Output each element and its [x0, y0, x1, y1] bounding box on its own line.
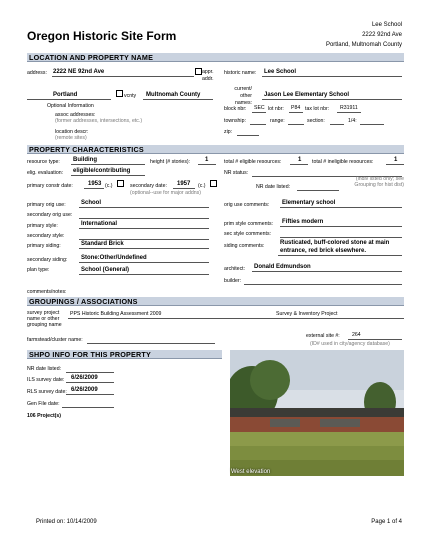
current-names-value: Jason Lee Elementary School — [264, 92, 350, 98]
architect-underline — [252, 264, 402, 272]
address-underline — [52, 69, 194, 77]
constr-circa-checkbox[interactable] — [117, 180, 124, 187]
location-descr-hint: (remote sites) — [55, 135, 87, 141]
primary-siding-underline — [79, 241, 209, 249]
range-label: range: — [270, 118, 285, 124]
rls-underline — [66, 387, 114, 395]
approx-address-checkbox[interactable] — [195, 68, 202, 75]
secondary-siding-label: secondary siding: — [27, 257, 68, 263]
secondary-date-label: secondary date: — [130, 183, 167, 189]
lot-value: P84 — [291, 105, 301, 111]
section-shpo: SHPO INFO FOR THIS PROPERTY — [27, 350, 222, 359]
address-label: address: — [27, 70, 47, 76]
orig-use-underline — [79, 200, 209, 208]
gen-file-label: Gen File date: — [27, 401, 60, 407]
secondary-circa-checkbox[interactable] — [210, 180, 217, 187]
range-underline — [288, 117, 304, 125]
section-location: LOCATION AND PROPERTY NAME — [27, 53, 404, 62]
county-value: Multnomah County — [146, 92, 201, 98]
assoc-addresses-label: assoc addresses: — [55, 112, 96, 118]
vicinity-label: vcnty — [124, 93, 137, 99]
shpo-nr-listed-label: NR date listed: — [27, 366, 62, 372]
city-value: Portland — [53, 92, 78, 98]
secondary-siding-underline — [79, 255, 209, 263]
approx-address-label: appr. addr. — [202, 69, 214, 82]
sec-style-comments-label: sec style comments: — [224, 231, 271, 237]
architect-value: Donald Edmundson — [254, 264, 311, 270]
section-characteristics: PROPERTY CHARACTERISTICS — [27, 145, 404, 154]
siding-comments-label: siding comments: — [224, 243, 265, 249]
external-label: external site #: — [306, 333, 340, 339]
address-value: 2222 NE 92nd Ave — [53, 69, 105, 75]
section-label: section: — [307, 118, 325, 124]
block-label: block nbr: — [224, 106, 247, 112]
block-value: SEC — [254, 105, 265, 111]
historic-name-underline — [262, 69, 402, 77]
survey-value-1: PPS Historic Building Assessment 2009 — [70, 311, 162, 317]
rls-label: RLS survey date: — [27, 389, 67, 395]
orig-use-comments-underline — [280, 200, 402, 208]
prim-style-comments-underline — [280, 219, 402, 227]
survey-value-2: Survey & Inventory Project — [276, 311, 338, 317]
header-city-county: Portland, Multnomah County — [325, 42, 402, 48]
survey-underline — [68, 311, 404, 319]
prim-style-comments-value: Fifties modern — [282, 219, 324, 225]
siding-comments-line2: entrance, red brick elsewhere. — [280, 248, 367, 254]
historic-name-label: historic name: — [224, 70, 257, 76]
constr-date-value: 1953 — [88, 181, 102, 187]
gen-file-underline — [62, 400, 114, 408]
eligible-underline — [290, 157, 308, 165]
primary-siding-value: Standard Brick — [81, 241, 124, 247]
shpo-nr-listed-underline — [66, 365, 114, 373]
ils-label: ILS survey date: — [27, 377, 65, 383]
historic-name-value: Lee School — [264, 69, 297, 75]
external-underline — [348, 332, 402, 340]
resource-type-value: Building — [73, 157, 97, 163]
secondary-orig-use-underline — [79, 211, 209, 219]
external-value: 264 — [352, 332, 361, 338]
constr-c-label: (c.) — [105, 183, 113, 189]
sec-style-comments-underline — [280, 230, 402, 238]
tax-lot-label: tax lot nbr: — [305, 106, 330, 112]
architect-label: architect: — [224, 266, 246, 272]
photo-caption: West elevation — [231, 469, 271, 475]
section-groupings: GROUPINGS / ASSOCIATIONS — [27, 297, 404, 306]
eligible-label: total # eligible resources: — [224, 159, 282, 165]
elig-eval-label: elig. evaluation: — [27, 170, 64, 176]
current-names-underline — [262, 92, 402, 100]
farmstead-label: farmstead/cluster name: — [27, 337, 83, 343]
orig-use-label: primary orig use: — [27, 202, 66, 208]
primary-style-value: International — [81, 221, 118, 227]
ineligible-underline — [386, 157, 404, 165]
primary-siding-label: primary siding: — [27, 243, 61, 249]
assoc-addresses-hint: (former addresses, intersections, etc.) — [55, 118, 143, 124]
nr-listed-label: NR date listed: — [256, 184, 291, 190]
secondary-date-hint: (optional--use for major addns) — [130, 190, 201, 196]
secondary-date-underline — [173, 181, 195, 189]
plan-type-label: plan type: — [27, 267, 50, 273]
header-address: 2222 92nd Ave — [362, 32, 402, 38]
resource-type-label: resource type: — [27, 159, 60, 165]
ils-underline — [66, 375, 114, 383]
current-names-label: current/ other names: — [234, 86, 252, 106]
plan-type-value: School (General) — [81, 267, 130, 273]
plan-type-underline — [79, 267, 209, 275]
secondary-style-label: secondary style: — [27, 233, 65, 239]
ineligible-label: total # ineligible resources: — [312, 159, 374, 165]
city-underline — [27, 92, 111, 100]
secondary-siding-value: Stone:Other/Undefined — [81, 255, 147, 261]
township-label: township: — [224, 118, 246, 124]
external-hint: (ID# used in city/agency database) — [310, 341, 390, 347]
property-photo — [230, 350, 404, 476]
page-number: Page 1 of 4 — [371, 519, 402, 525]
page-title: Oregon Historic Site Form — [27, 29, 177, 43]
builder-underline — [244, 277, 402, 285]
eligible-value: 1 — [298, 157, 302, 163]
comments-label: comments/notes: — [27, 289, 67, 295]
orig-use-comments-label: orig use comments: — [224, 202, 270, 208]
county-underline — [143, 92, 213, 100]
secondary-orig-use-label: secondary orig use: — [27, 212, 73, 218]
vicinity-checkbox[interactable] — [116, 90, 123, 97]
block-underline — [252, 105, 266, 113]
height-value: 1 — [205, 157, 209, 163]
optional-info-label: Optional Information — [47, 103, 94, 109]
constr-date-label: primary constr date: — [27, 183, 73, 189]
nr-status-label: NR status: — [224, 170, 249, 176]
quarter-underline — [360, 117, 384, 125]
quarter-label: 1/4: — [348, 118, 357, 124]
height-label: height (# stories): — [150, 159, 191, 165]
siding-comments-line1: Rusticated, buff-colored stone at main — [280, 240, 390, 246]
tax-lot-value: R31911 — [340, 105, 358, 111]
constr-date-underline — [84, 181, 104, 189]
tax-lot-underline — [337, 105, 361, 113]
rls-value: 6/26/2009 — [71, 387, 98, 393]
prim-style-comments-label: prim style comments: — [224, 221, 274, 227]
survey-label: survey project name or other grouping name — [27, 310, 62, 328]
township-underline — [250, 117, 266, 125]
ineligible-value: 1 — [394, 157, 398, 163]
zip-underline — [237, 128, 259, 136]
lot-label: lot nbr: — [268, 106, 284, 112]
orig-use-comments-value: Elementary school — [282, 200, 336, 206]
height-underline — [198, 157, 216, 165]
secondary-c-label: (c.) — [198, 183, 206, 189]
nr-listed-hint: (indiv listed only; see Grouping for hist dist) — [354, 176, 404, 188]
zip-label: zip: — [224, 129, 233, 135]
header-site-name: Lee School — [371, 22, 402, 28]
projects-label: 106 Project(s) — [27, 413, 62, 419]
elig-eval-underline — [71, 168, 145, 176]
resource-type-underline — [71, 157, 145, 165]
orig-use-value: School — [81, 200, 102, 206]
builder-label: builder: — [224, 278, 242, 284]
elig-eval-value: eligible/contributing — [73, 168, 131, 174]
location-descr-label: location descr: — [55, 129, 89, 135]
secondary-date-value: 1957 — [177, 181, 191, 187]
photo-illustration — [230, 350, 404, 476]
lot-underline — [289, 105, 303, 113]
primary-style-underline — [79, 221, 209, 229]
nr-listed-underline — [297, 183, 339, 191]
section-underline — [330, 117, 344, 125]
siding-comments-underline — [278, 248, 402, 256]
farmstead-underline — [87, 336, 215, 344]
printed-date: Printed on: 10/14/2009 — [36, 519, 97, 525]
ils-value: 6/26/2009 — [71, 375, 98, 381]
secondary-style-underline — [79, 232, 209, 240]
primary-style-label: primary style: — [27, 223, 58, 229]
